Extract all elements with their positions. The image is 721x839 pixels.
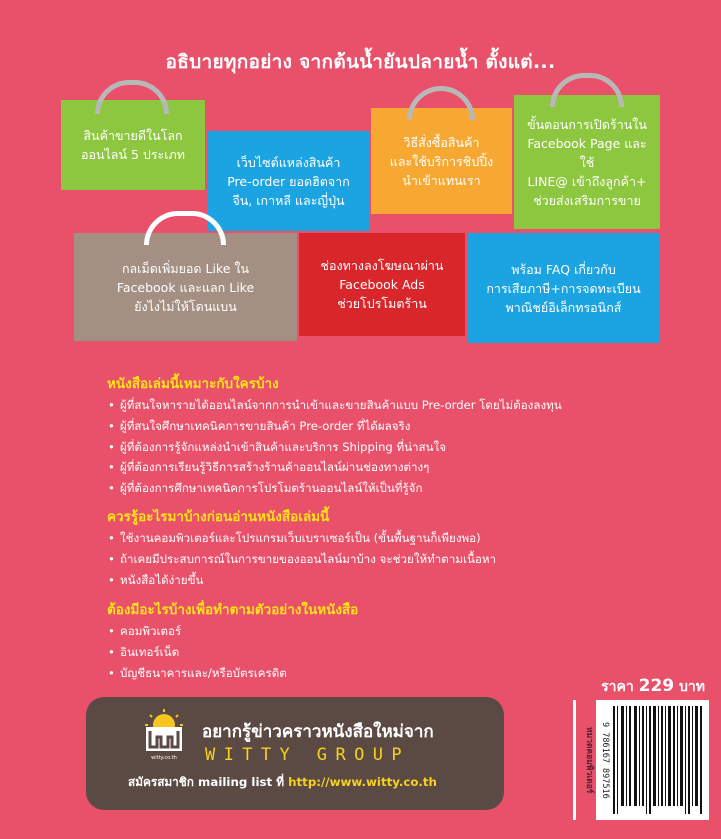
promo-heading: อยากรู้ข่าวคราวหนังสือใหม่จาก	[202, 722, 434, 742]
bag-handle-icon	[95, 80, 169, 114]
list-item: • ผู้ที่ต้องการเรียนรู้วิธีการสร้างร้านค้าออนไลน์ผ่านช่องทางต่างๆ	[108, 457, 562, 478]
bag-line: พาณิชย์อิเล็กทรอนิกส์	[505, 299, 622, 315]
bag-line: Facebook และแลก Like	[116, 279, 255, 295]
bag-line: กลเม็ดเพิ่มยอด Like ใน	[121, 260, 250, 276]
bag-handle-icon	[550, 73, 624, 107]
bag-line: จีน, เกาหลี และญี่ปุ่น	[232, 192, 345, 208]
bag-facebook-likes	[74, 233, 297, 341]
bag-line: และใช้บริการชิปปิ้ง	[389, 153, 494, 169]
bag-line: ออนไลน์ 5 ประเภท	[80, 147, 186, 162]
list-item: • บัญชีธนาคารและ/หรือบัตรเครดิต	[108, 663, 287, 684]
bag-line: วิธีสั่งซื้อสินค้า	[403, 134, 480, 150]
barcode-number: 9 786167 897516	[600, 721, 610, 799]
bag-line: สินค้าขายดีในโลก	[83, 128, 183, 143]
audience-list	[108, 395, 562, 499]
section-title-prerequisites: ควรรู้อะไรมาบ้างก่อนอ่านหนังสือเล่มนี้	[107, 509, 330, 525]
list-item: • ผู้ที่ต้องการรู้จักแหล่งนำเข้าสินค้าและบริการ Shipping ที่น่าสนใจ	[108, 437, 562, 458]
bag-line: ยังไงไม่ให้โดนแบน	[134, 298, 237, 314]
bag-faq	[467, 233, 660, 343]
prerequisites-list	[108, 528, 496, 590]
bag-line: ช่วยโปรโมตร้าน	[337, 296, 427, 311]
bag-line: การเสียภาษี+การจดทะเบียน	[486, 280, 641, 296]
bag-line: ช่องทางลงโฆษณาผ่าน	[320, 258, 444, 273]
price-unit: บาท	[679, 679, 705, 695]
bag-line: นำเข้าแทนเรา	[402, 172, 481, 188]
price-label: ราคา	[601, 679, 634, 695]
bag-facebook-ads	[299, 233, 465, 336]
promo-brand: WITTY GROUP	[205, 745, 410, 765]
bag-shipping	[371, 108, 512, 214]
bag-handle-icon	[407, 86, 475, 120]
bag-line: ช่วยส่งเสริมการขาย	[533, 192, 641, 208]
bag-line: Facebook Page และใช้	[527, 135, 647, 170]
bag-line: Facebook Ads	[339, 277, 425, 292]
section-title-audience: หนังสือเล่มนี้เหมาะกับใครบ้าง	[107, 376, 279, 392]
bag-line: LINE@ เข้าถึงลูกค้า+	[527, 173, 647, 189]
bag-facebook-page	[514, 95, 660, 229]
promo-url-link[interactable]: http://www.witty.co.th	[288, 775, 437, 789]
price-tag	[601, 676, 705, 698]
witty-logo-icon	[140, 707, 188, 769]
logo-caption: witty.co.th	[151, 755, 177, 761]
requirements-list	[108, 621, 287, 683]
barcode-category-label: หมวดคอมพิวเตอร์	[576, 700, 596, 820]
price-amount: 229	[638, 676, 675, 696]
section-title-requirements: ต้องมีอะไรบ้างเพื่อทำตามตัวอย่างในหนังสือ	[107, 602, 359, 618]
bag-line: เว็บไซต์แหล่งสินค้า	[236, 154, 341, 170]
promo-signup	[128, 773, 437, 792]
list-item: • ผู้ที่สนใจศึกษาเทคนิคการขายสินค้า Pre-order ที่ได้ผลจริง	[108, 416, 562, 437]
promo-signup-text: สมัครสมาชิก mailing list ที่	[128, 775, 289, 789]
list-item: • ใช้งานคอมพิวเตอร์และโปรแกรมเว็บเบราเซอร์เป็น (ขั้นพื้นฐานก็เพียงพอ)	[108, 528, 496, 549]
bag-preorder-sites	[207, 131, 370, 231]
list-item: • ผู้ที่ต้องการศึกษาเทคนิคการโปรโมตร้านออนไลน์ให้เป็นที่รู้จัก	[108, 478, 562, 499]
bag-line: พร้อม FAQ เกี่ยวกับ	[511, 261, 616, 277]
bag-line: Pre-order ยอดฮิตจาก	[227, 173, 350, 189]
bag-line: ขั้นตอนการเปิดร้านใน	[527, 116, 647, 132]
list-item: • ผู้ที่สนใจหารายได้ออนไลน์จากการนำเข้าและขายสินค้าแบบ Pre-order โดยไม่ต้องลงทุน	[108, 395, 562, 416]
bag-bestsellers	[61, 100, 205, 190]
list-item: • อินเทอร์เน็ต	[108, 642, 287, 663]
list-item: • หนังสือได้ง่ายขึ้น	[108, 570, 496, 591]
list-item: • คอมพิวเตอร์	[108, 621, 287, 642]
headline: อธิบายทุกอย่าง จากต้นน้ำยันปลายน้ำ ตั้งแต่...	[165, 51, 556, 73]
list-item: • ถ้าเคยมีประสบการณ์ในการขายของออนไลน์มาบ้าง จะช่วยให้ทำตามเนื้อหา	[108, 549, 496, 570]
